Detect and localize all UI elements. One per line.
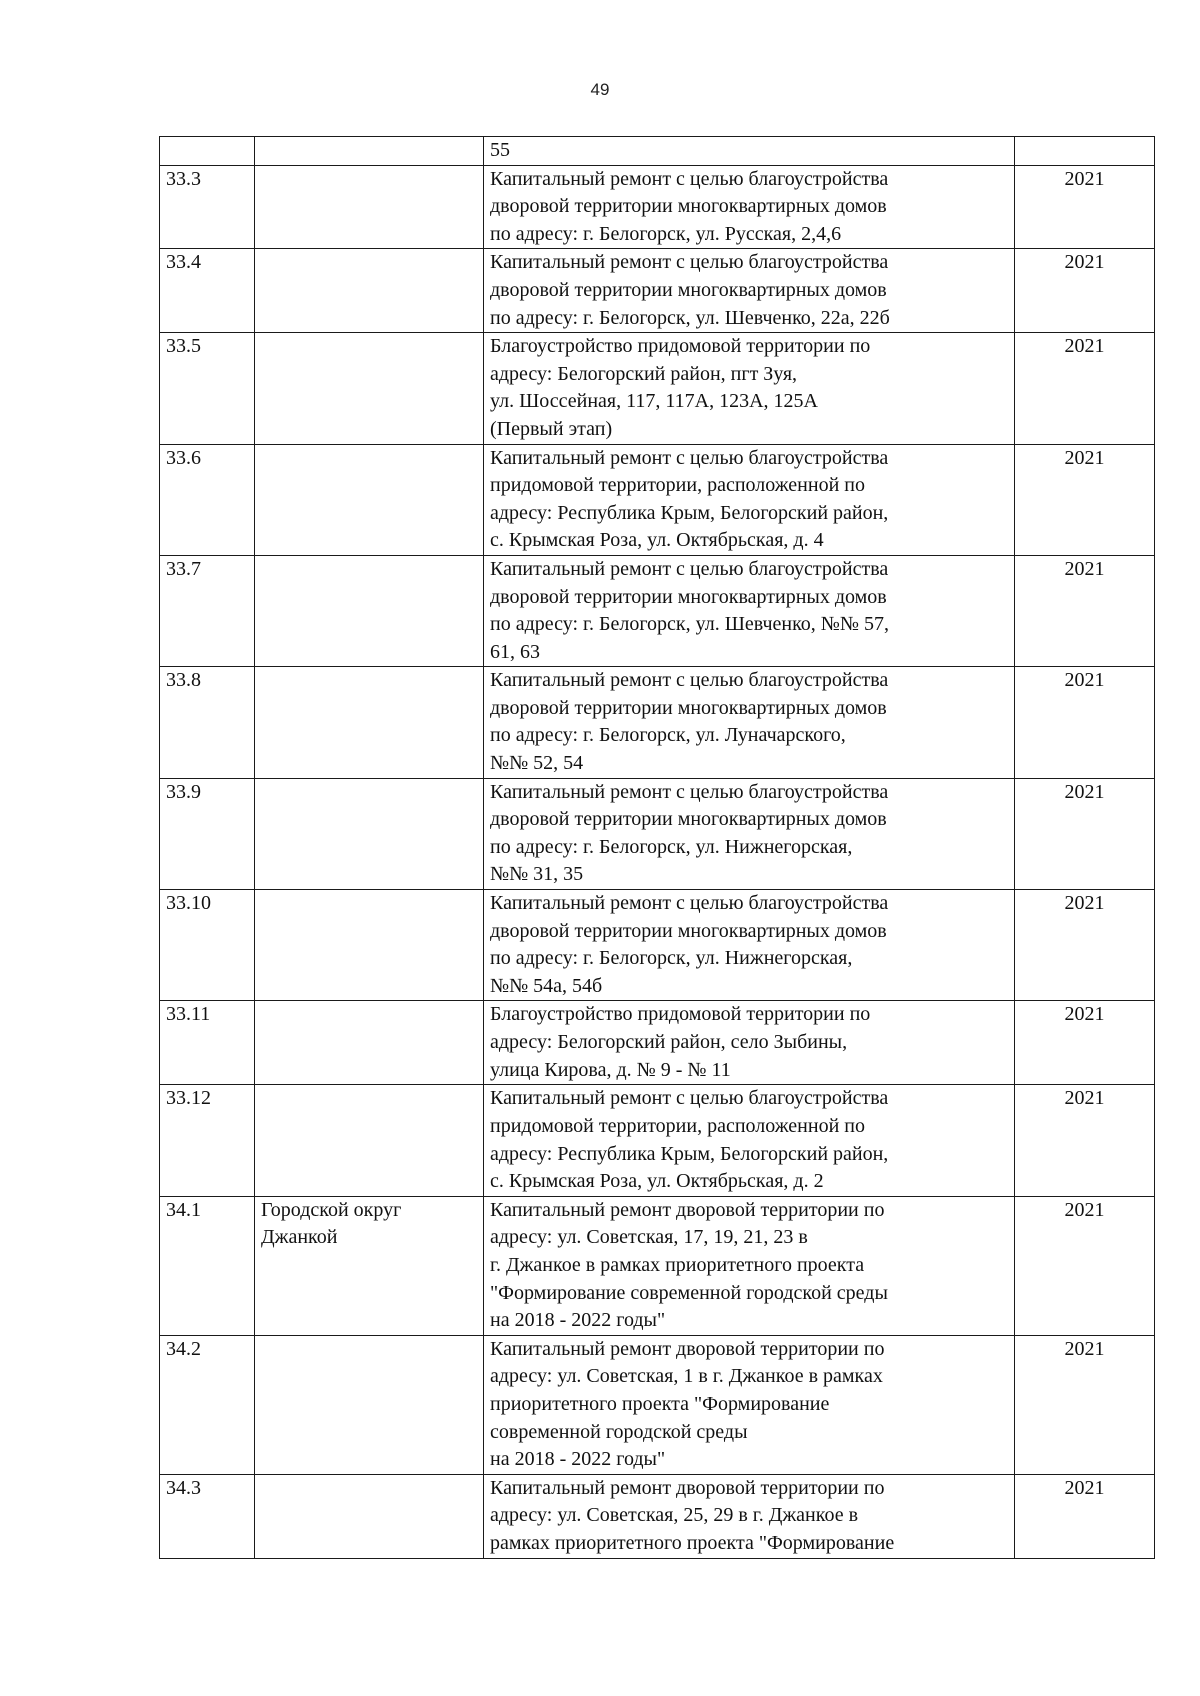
row-number-cell: 33.3 — [160, 165, 255, 249]
table-row — [160, 333, 1155, 444]
year-cell — [1015, 137, 1155, 166]
table-row — [160, 1085, 1155, 1196]
table-row — [160, 249, 1155, 333]
table-row — [160, 555, 1155, 666]
year-cell: 2021 — [1015, 1196, 1155, 1335]
description-cell: Капитальный ремонт с целью благоустройства дворовой территории многоквартирных домов по адресу: г. Белогорск, ул. Луначарского, №№ 52, 54 — [484, 667, 1015, 778]
description-cell: Капитальный ремонт с целью благоустройства дворовой территории многоквартирных домов по адресу: г. Белогорск, ул. Шевченко, 22а, 22б — [484, 249, 1015, 333]
municipality-cell — [255, 1335, 484, 1474]
municipality-cell — [255, 555, 484, 666]
table-row — [160, 1474, 1155, 1558]
year-cell: 2021 — [1015, 778, 1155, 889]
row-number-cell: 33.9 — [160, 778, 255, 889]
municipality-cell — [255, 890, 484, 1001]
row-number-cell: 34.1 — [160, 1196, 255, 1335]
description-cell: Капитальный ремонт с целью благоустройства дворовой территории многоквартирных домов по адресу: г. Белогорск, ул. Шевченко, №№ 57, 61, 63 — [484, 555, 1015, 666]
table-row — [160, 1335, 1155, 1474]
row-number-cell: 33.10 — [160, 890, 255, 1001]
row-number-cell: 34.2 — [160, 1335, 255, 1474]
description-cell: Благоустройство придомовой территории по адресу: Белогорский район, село Зыбины, улица Кирова, д. № 9 - № 11 — [484, 1001, 1015, 1085]
row-number-cell: 33.11 — [160, 1001, 255, 1085]
row-number-cell: 33.4 — [160, 249, 255, 333]
row-number-cell: 33.8 — [160, 667, 255, 778]
year-cell: 2021 — [1015, 1474, 1155, 1558]
year-cell: 2021 — [1015, 333, 1155, 444]
year-cell: 2021 — [1015, 444, 1155, 555]
description-cell: Капитальный ремонт с целью благоустройства придомовой территории, расположенной по адресу: Республика Крым, Белогорский район, с. Крымская Роза, ул. Октябрьская, д. 2 — [484, 1085, 1015, 1196]
municipality-cell — [255, 667, 484, 778]
year-cell: 2021 — [1015, 555, 1155, 666]
description-cell: Капитальный ремонт с целью благоустройства дворовой территории многоквартирных домов по адресу: г. Белогорск, ул. Нижнегорская, №№ 31, 35 — [484, 778, 1015, 889]
row-number-cell: 33.12 — [160, 1085, 255, 1196]
year-cell: 2021 — [1015, 667, 1155, 778]
description-cell: Капитальный ремонт дворовой территории по адресу: ул. Советская, 1 в г. Джанкое в рамках приоритетного проекта "Формирование современной городской среды на 2018 - 2022 годы" — [484, 1335, 1015, 1474]
table-row — [160, 137, 1155, 166]
municipality-cell — [255, 1085, 484, 1196]
year-cell: 2021 — [1015, 890, 1155, 1001]
year-cell: 2021 — [1015, 1335, 1155, 1474]
row-number-cell: 33.7 — [160, 555, 255, 666]
projects-table-body — [160, 137, 1155, 1559]
year-cell: 2021 — [1015, 1001, 1155, 1085]
description-cell: Капитальный ремонт с целью благоустройства дворовой территории многоквартирных домов по адресу: г. Белогорск, ул. Русская, 2,4,6 — [484, 165, 1015, 249]
description-cell: Капитальный ремонт с целью благоустройства придомовой территории, расположенной по адресу: Республика Крым, Белогорский район, с. Крымская Роза, ул. Октябрьская, д. 4 — [484, 444, 1015, 555]
table-row — [160, 165, 1155, 249]
row-number-cell: 33.5 — [160, 333, 255, 444]
municipality-cell: Городской округ Джанкой — [255, 1196, 484, 1335]
description-cell: Капитальный ремонт с целью благоустройства дворовой территории многоквартирных домов по адресу: г. Белогорск, ул. Нижнегорская, №№ 54а, 54б — [484, 890, 1015, 1001]
year-cell: 2021 — [1015, 165, 1155, 249]
table-row — [160, 667, 1155, 778]
row-number-cell — [160, 137, 255, 166]
municipality-cell — [255, 1474, 484, 1558]
municipality-cell — [255, 165, 484, 249]
table-row — [160, 1196, 1155, 1335]
table-row — [160, 1001, 1155, 1085]
description-cell: 55 — [484, 137, 1015, 166]
description-cell: Благоустройство придомовой территории по адресу: Белогорский район, пгт Зуя, ул. Шоссейная, 117, 117А, 123А, 125А (Первый этап) — [484, 333, 1015, 444]
municipality-cell — [255, 1001, 484, 1085]
municipality-cell — [255, 333, 484, 444]
municipality-cell — [255, 444, 484, 555]
municipality-cell — [255, 249, 484, 333]
page-number: 49 — [590, 80, 610, 99]
municipality-cell — [255, 137, 484, 166]
municipality-cell — [255, 778, 484, 889]
table-row — [160, 778, 1155, 889]
row-number-cell: 34.3 — [160, 1474, 255, 1558]
description-cell: Капитальный ремонт дворовой территории по адресу: ул. Советская, 25, 29 в г. Джанкое в рамках приоритетного проекта "Формирование — [484, 1474, 1015, 1558]
row-number-cell: 33.6 — [160, 444, 255, 555]
projects-table — [159, 136, 1155, 1559]
table-row — [160, 444, 1155, 555]
year-cell: 2021 — [1015, 1085, 1155, 1196]
year-cell: 2021 — [1015, 249, 1155, 333]
table-row — [160, 890, 1155, 1001]
description-cell: Капитальный ремонт дворовой территории по адресу: ул. Советская, 17, 19, 21, 23 в г. Джанкое в рамках приоритетного проекта "Формирование современной городской среды на 2018 - 2022 годы" — [484, 1196, 1015, 1335]
